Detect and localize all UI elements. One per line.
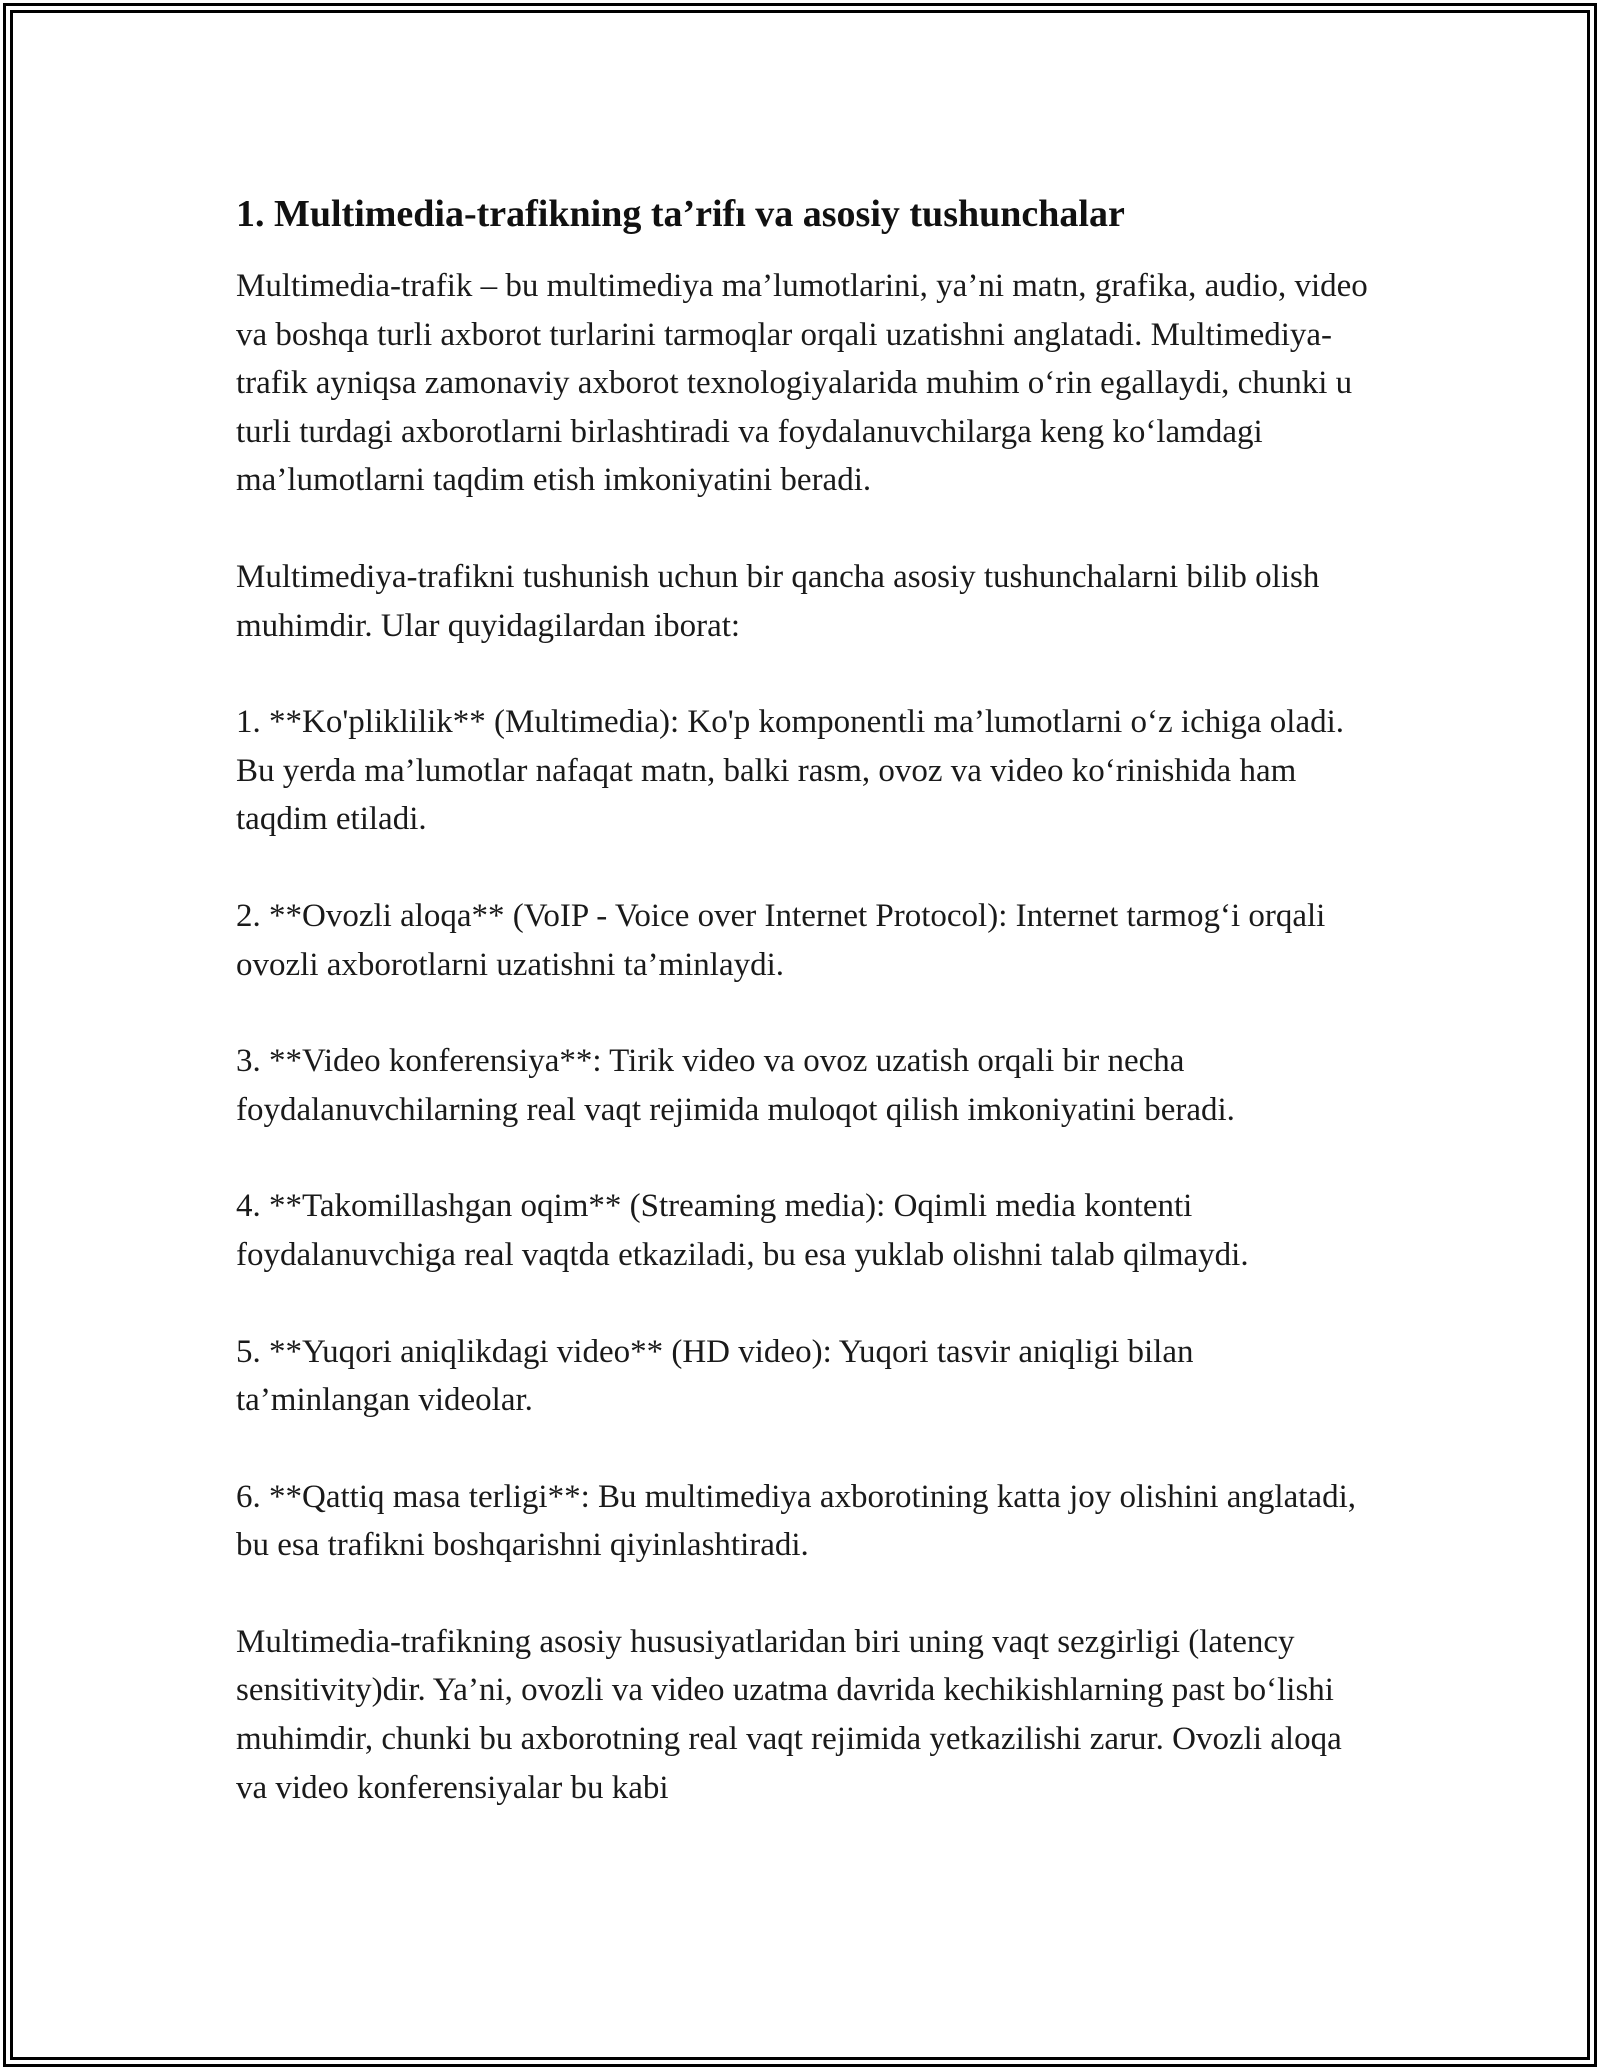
paragraph-definition: Multimedia-trafik – bu multimediya ma’lumotlarini, ya’ni matn, grafika, audio, video va boshqa turli axborot turlarini tarmoqlar orqali uzatishni anglatadi. Multimediya-trafik ayniqsa zamonaviy axborot texnologiyalarida muhim o‘rin egallaydi, chunki u turli turdagi axborotlarni birlashtiradi va foydalanuvchilarga keng ko‘lamdagi ma’lumotlarni taqdim etish imkoniyatini beradi. xyxy=(236,268,1368,499)
paragraph-intro-concepts: Multimediya-trafikni tushunish uchun bir qancha asosiy tushunchalarni bilib olish muhimdir. Ular quyidagilardan iborat: xyxy=(236,558,1320,644)
paragraph-latency: Multimedia-trafikning asosiy hususiyatlaridan biri uning vaqt sezgirligi (latency sensitivity)dir. Ya’ni, ovozli va video uzatma davrida kechikishlarning past bo‘lishi muhimdir, chunki bu axborotning real vaqt rejimida yetkazilishi zarur. Ovozli aloqa va video konferensiyalar bu kabi xyxy=(236,1623,1342,1806)
list-item-data-volume: 6. **Qattiq masa terligi**: Bu multimediya axborotining katta joy olishini anglatadi, bu esa trafikni boshqarishni qiyinlashtiradi. xyxy=(236,1478,1356,1564)
document-body xyxy=(236,186,1371,1812)
section-heading: 1. Multimedia-trafikning ta’rifı va asosiy tushunchalar xyxy=(236,193,1125,235)
list-item-multimedia: 1. **Ko'pliklilik** (Multimedia): Ko'p komponentli ma’lumotlarni o‘z ichiga oladi. Bu yerda ma’lumotlar nafaqat matn, balki rasm, ovoz va video ko‘rinishida ham taqdim etiladi. xyxy=(236,704,1345,838)
list-item-video-conference: 3. **Video konferensiya**: Tirik video va ovoz uzatish orqali bir necha foydalanuvchilarning real vaqt rejimida muloqot qilish imkoniyatini beradi. xyxy=(236,1043,1235,1128)
list-item-hd-video: 5. **Yuqori aniqlikdagi video** (HD video): Yuqori tasvir aniqligi bilan ta’minlangan videolar. xyxy=(236,1333,1194,1419)
list-item-voip: 2. **Ovozli aloqa** (VoIP - Voice over Internet Protocol): Internet tarmog‘i orqali ovozli axborotlarni uzatishni ta’minlaydi. xyxy=(236,897,1326,983)
list-item-streaming: 4. **Takomillashgan oqim** (Streaming media): Oqimli media kontenti foydalanuvchiga real vaqtda etkaziladi, bu esa yuklab olishni talab qilmaydi. xyxy=(236,1188,1249,1273)
